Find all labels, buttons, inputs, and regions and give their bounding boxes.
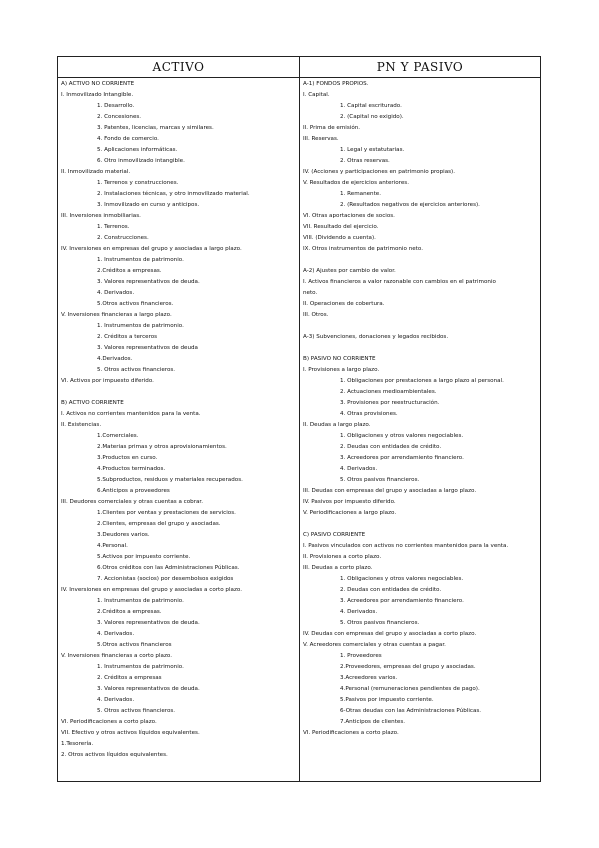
pasivo-line-item: II. Prima de emisión. [303,125,361,131]
activo-line-item: 6. Otro inmovilizado intangible. [97,158,185,164]
pasivo-line-item: 1. Remanente. [340,191,382,197]
activo-line-item: III. Deudores comerciales y otras cuentas a cobrar. [61,499,203,505]
activo-line-item: 4. Derivados. [97,290,135,296]
activo-line-item: 5. Otros activos financieros. [97,367,176,373]
pasivo-line-item: 3. Acreedores por arrendamiento financiero. [340,455,464,461]
pasivo-line-item: VII. Resultado del ejercicio. [303,224,379,230]
activo-line-item: 6.Anticipos a proveedores [97,488,170,494]
activo-line-item: 2. Créditos a empresas [97,675,162,681]
pasivo-list [300,78,540,739]
pasivo-line-item: 2. Otras reservas. [340,158,390,164]
activo-header: ACTIVO [58,57,299,78]
activo-column [58,57,300,781]
activo-line-item: 3. Inmovilizado en curso y anticipos. [97,202,200,208]
pasivo-line-item: 2. (Resultados negativos de ejercicios anteriores). [340,202,480,208]
pasivo-line-item: 4.Personal (remuneraciones pendientes de pago). [340,686,480,692]
activo-line-item: 4. Derivados. [97,631,135,637]
activo-line-item: 1. Instrumentos de patrimonio. [97,664,184,670]
activo-line-item: 2. Concesiones. [97,114,142,120]
activo-line-item: VI. Activos por impuesto diferido. [61,378,154,384]
pasivo-line-item: VIII. (Dividendo a cuenta). [303,235,376,241]
pasivo-line-item: 1. Obligaciones y otros valores negociables. [340,576,464,582]
activo-line-item: 5.Subproductos, residuos y materiales recuperados. [97,477,243,483]
pasivo-line-item: 4. Otras provisiones. [340,411,398,417]
activo-line-item: III. Inversiones inmobiliarias. [61,213,141,219]
pasivo-line-item: C) PASIVO CORRIENTE [303,532,366,538]
pasivo-line-item: 1. Capital escriturado. [340,103,402,109]
activo-line-item: 3. Valores representativos de deuda [97,345,198,351]
pasivo-line-item: II. Deudas a largo plazo. [303,422,371,428]
activo-line-item: 1.Comerciales. [97,433,139,439]
activo-line-item: V. Inversiones financieras a largo plazo. [61,312,172,318]
activo-line-item: 1. Instrumentos de patrimonio. [97,257,184,263]
activo-line-item: IV. Inversiones en empresas del grupo y asociadas a largo plazo. [61,246,242,252]
pasivo-line-item: 4. Derivados. [340,466,378,472]
activo-line-item: B) ACTIVO CORRIENTE [61,400,124,406]
activo-line-item: 2. Construcciones. [97,235,149,241]
pasivo-header: PN Y PASIVO [300,57,540,78]
pasivo-line-item [303,321,540,332]
pasivo-line-item: 5. Otros pasivos financieros. [340,477,420,483]
activo-line-item: 3. Valores representativos de deuda. [97,620,200,626]
pasivo-line-item: V. Periodificaciones a largo plazo. [303,510,397,516]
pasivo-line-item: V. Resultados de ejercicios anteriores. [303,180,409,186]
pasivo-line-item: V. Acreedores comerciales y otras cuentas a pagar. [303,642,446,648]
activo-line-item: 1. Terrenos y construcciones. [97,180,179,186]
activo-line-item: VII. Efectivo y otros activos líquidos equivalentes. [61,730,200,736]
activo-line-item: 6.Otros créditos con las Administraciones Públicas. [97,565,240,571]
pasivo-line-item: 2. Deudas con entidades de crédito. [340,587,442,593]
pasivo-line-item: III. Otros. [303,312,329,318]
activo-line-item: II. Existencias. [61,422,102,428]
activo-line-item: 1. Desarrollo. [97,103,135,109]
pasivo-line-item: 6-Otras deudas con las Administraciones Públicas. [340,708,482,714]
activo-line-item: 3.Productos en curso. [97,455,158,461]
activo-line-item: 3. Valores representativos de deuda. [97,686,200,692]
activo-line-item: 2. Otros activos líquidos equivalentes. [61,752,168,758]
activo-line-item: 1.Clientes por ventas y prestaciones de servicios. [97,510,236,516]
pasivo-line-item: 1. Obligaciones por prestaciones a largo plazo al personal. [340,378,504,384]
activo-line-item: 2.Materias primas y otros aprovisionamientos. [97,444,227,450]
pasivo-line-item: IV. Pasivos por impuesto diferido. [303,499,396,505]
pasivo-line-item: 5. Otros pasivos financieros. [340,620,420,626]
pasivo-line-item: A-1) FONDOS PROPIOS. [303,81,369,87]
activo-line-item: 3. Valores representativos de deuda. [97,279,200,285]
activo-line-item: 2. Créditos a terceros [97,334,158,340]
activo-line-item: 4. Derivados. [97,697,135,703]
pasivo-line-item: A-3) Subvenciones, donaciones y legados recibidos. [303,334,449,340]
activo-line-item: VI. Periodificaciones a corto plazo. [61,719,157,725]
pasivo-line-item: III. Deudas a corto plazo. [303,565,373,571]
activo-line-item: II. Inmovilizado material. [61,169,131,175]
activo-line-item: 4.Derivados. [97,356,133,362]
activo-line-item: 4.Personal. [97,543,128,549]
activo-line-item: 5. Aplicaciones informáticas. [97,147,178,153]
pasivo-line-item: 4. Derivados. [340,609,378,615]
pasivo-line-item: 2. Deudas con entidades de crédito. [340,444,442,450]
pasivo-line-item: III. Reservas. [303,136,339,142]
pasivo-line-item: VI. Otras aportaciones de socios. [303,213,395,219]
balance-table [57,56,541,782]
pasivo-line-item: 3. Provisiones por reestructuración. [340,400,440,406]
pasivo-line-item: II. Operaciones de cobertura. [303,301,385,307]
activo-line-item [61,387,299,398]
pasivo-column [300,57,540,781]
pasivo-line-item: A-2) Ajustes por cambio de valor. [303,268,396,274]
pasivo-line-item [303,343,540,354]
pasivo-line-item: 3. Acreedores por arrendamiento financiero. [340,598,464,604]
activo-line-item: 5.Otros activos financieros [97,642,172,648]
activo-list [58,78,299,761]
activo-line-item: V. Inversiones financieras a corto plazo. [61,653,172,659]
activo-line-item: I. Inmovilizado Intangible. [61,92,134,98]
pasivo-line-item [303,519,540,530]
activo-line-item: 4. Fondo de comercio. [97,136,159,142]
pasivo-line-item: IV. (Acciones y participaciones en patrimonio propias). [303,169,455,175]
activo-line-item: I. Activos no corrientes mantenidos para la venta. [61,411,201,417]
pasivo-line-item: 1. Legal y estatutarias. [340,147,405,153]
pasivo-line-item: VI. Periodificaciones a corto plazo. [303,730,399,736]
pasivo-line-item: I. Pasivos vinculados con activos no corrientes mantenidos para la venta. [303,543,509,549]
pasivo-line-item: I. Capital. [303,92,330,98]
pasivo-line-item: 3.Acreedores varios. [340,675,398,681]
pasivo-line-item: 2. (Capital no exigido). [340,114,404,120]
pasivo-line-item: 7.Anticipos de clientes. [340,719,406,725]
pasivo-line-item: 1. Obligaciones y otros valores negociables. [340,433,464,439]
activo-line-item: 5.Otros activos financieros. [97,301,174,307]
pasivo-line-item [303,255,540,266]
activo-line-item: 2.Créditos a empresas. [97,268,162,274]
activo-line-item: 5. Otros activos financieros. [97,708,176,714]
pasivo-line-item: III. Deudas con empresas del grupo y asociadas a largo plazo. [303,488,477,494]
activo-line-item: 1. Instrumentos de patrimonio. [97,323,184,329]
pasivo-line-item: IV. Deudas con empresas del grupo y asociadas a corto plazo. [303,631,477,637]
pasivo-line-item: II. Provisiones a corto plazo. [303,554,382,560]
activo-line-item: 2.Clientes, empresas del grupo y asociadas. [97,521,221,527]
pasivo-line-item: I. Activos financieros a valor razonable con cambios en el patrimonio [303,279,496,285]
activo-line-item: 1.Tesorería. [61,741,94,747]
pasivo-line-item: 2.Proveedores, empresas del grupo y asociadas. [340,664,476,670]
activo-line-item: A) ACTIVO NO CORRIENTE [61,81,135,87]
activo-line-item: 3.Deudores varios. [97,532,150,538]
pasivo-line-item: B) PASIVO NO CORRIENTE [303,356,376,362]
pasivo-line-item: I. Provisiones a largo plazo. [303,367,380,373]
activo-line-item: 2. Instalaciones técnicas, y otro inmovilizado material. [97,191,250,197]
activo-line-item: 7. Accionistas (socios) por desembolsos exigidos [97,576,234,582]
activo-line-item: 1. Instrumentos de patrimonio. [97,598,184,604]
pasivo-line-item: neto. [303,290,318,296]
pasivo-line-item: 2. Actuaciones medioambientales. [340,389,437,395]
pasivo-line-item: 5.Pasivos por impuesto corriente. [340,697,434,703]
activo-line-item: IV. Inversiones en empresas del grupo y asociadas a corto plazo. [61,587,243,593]
activo-line-item: 2.Créditos a empresas. [97,609,162,615]
activo-line-item: 5.Activos por impuesto corriente. [97,554,191,560]
pasivo-line-item: IX. Otros instrumentos de patrimonio neto. [303,246,423,252]
activo-line-item: 3. Patentes, licencias, marcas y similares. [97,125,214,131]
activo-line-item: 1. Terrenos. [97,224,130,230]
activo-line-item: 4.Productos terminados. [97,466,166,472]
pasivo-line-item: 1. Proveedores [340,653,382,659]
